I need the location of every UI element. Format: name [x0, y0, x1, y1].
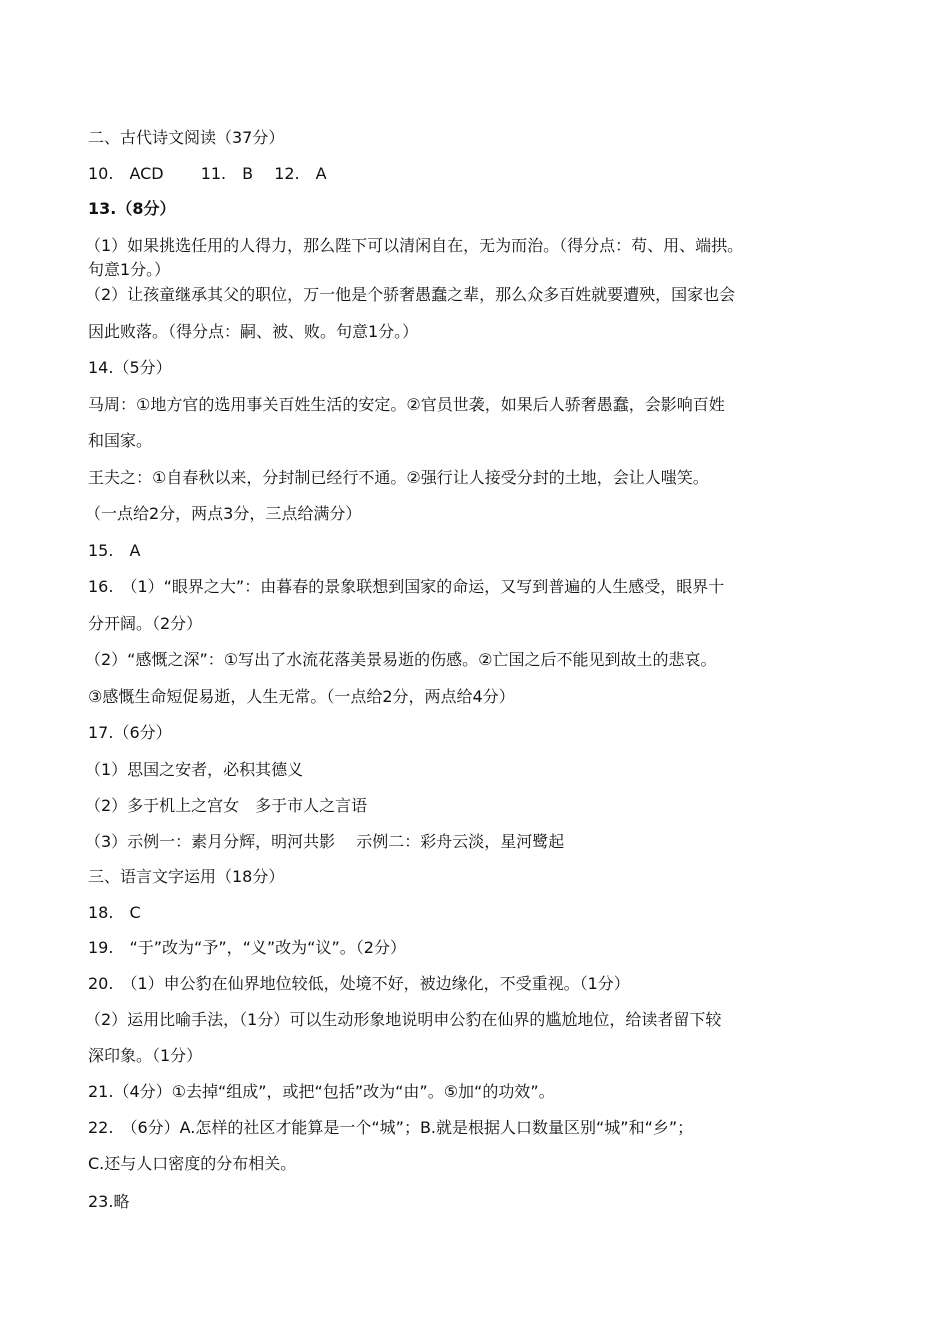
answer-13-2: （2）让孩童继承其父的职位，万一他是个骄奢愚蠢之辈，那么众多百姓就要遭殃，国家也会 [85, 285, 736, 304]
question-14-heading: 14.（5分） [88, 358, 172, 377]
answer-14-wangfuzhi: 王夫之：①自春秋以来，分封制已经行不通。②强行让人接受分封的土地，会让人嗤笑。 [88, 468, 709, 487]
section-heading-language-use: 三、语言文字运用（18分） [88, 867, 285, 886]
answer-14-mazhou: 马周：①地方官的选用事关百姓生活的安定。②官员世袭，如果后人骄奢愚蠢，会影响百姓 [88, 395, 725, 414]
answers-10-12: 10. ACD 11. B 12. A [88, 164, 327, 183]
answer-22: 22. （6分）A.怎样的社区才能算是一个“城”；B.就是根据人口数量区别“城”和“乡”； [88, 1118, 694, 1137]
answer-14-mazhou-cont: 和国家。 [88, 431, 153, 450]
answer-16-1-cont: 分开阔。（2分） [88, 614, 203, 633]
answer-21: 21.（4分）①去掉“组成”，或把“包括”改为“由”。⑤加“的功效”。 [88, 1082, 555, 1101]
section-heading-classical-poetry: 二、古代诗文阅读（37分） [88, 128, 285, 147]
answer-20-1: 20. （1）申公豹在仙界地位较低，处境不好，被边缘化，不受重视。（1分） [88, 974, 630, 993]
answer-20-2: （2）运用比喻手法，（1分）可以生动形象地说明申公豹在仙界的尴尬地位，给读者留下较 [85, 1010, 722, 1029]
answer-16-2-cont: ③感慨生命短促易逝，人生无常。（一点给2分，两点给4分） [88, 687, 515, 706]
answer-16-1: 16. （1）“眼界之大”：由暮春的景象联想到国家的命运，又写到普遍的人生感受，眼界十 [88, 577, 725, 596]
answer-13-1-cont: 句意1分。） [88, 260, 171, 279]
question-13-heading: 13.（8分） [88, 199, 176, 218]
answer-20-2-cont: 深印象。（1分） [88, 1046, 203, 1065]
answer-18: 18. C [88, 903, 141, 922]
answer-13-2-cont: 因此败落。（得分点：嗣、被、败。句意1分。） [88, 322, 419, 341]
answer-17-3: （3）示例一：素月分辉，明河共影 示例二：彩舟云淡，星河鹭起 [85, 832, 565, 851]
answer-17-1: （1）思国之安者，必积其德义 [85, 760, 304, 779]
answer-13-1: （1）如果挑选任用的人得力，那么陛下可以清闲自在，无为而治。（得分点：苟、用、端拱。 [85, 236, 744, 255]
question-17-heading: 17.（6分） [88, 723, 172, 742]
answer-14-scoring: （一点给2分，两点3分，三点给满分） [85, 504, 362, 523]
answer-16-2: （2）“感慨之深”：①写出了水流花落美景易逝的伤感。②亡国之后不能见到故土的悲哀。 [85, 650, 717, 669]
answer-23: 23.略 [88, 1192, 130, 1211]
answer-19: 19. “于”改为“予”，“义”改为“议”。（2分） [88, 938, 406, 957]
answer-17-2: （2）多于机上之宫女 多于市人之言语 [85, 796, 368, 815]
answer-15: 15. A [88, 541, 141, 560]
answer-22-cont: C.还与人口密度的分布相关。 [88, 1154, 297, 1173]
